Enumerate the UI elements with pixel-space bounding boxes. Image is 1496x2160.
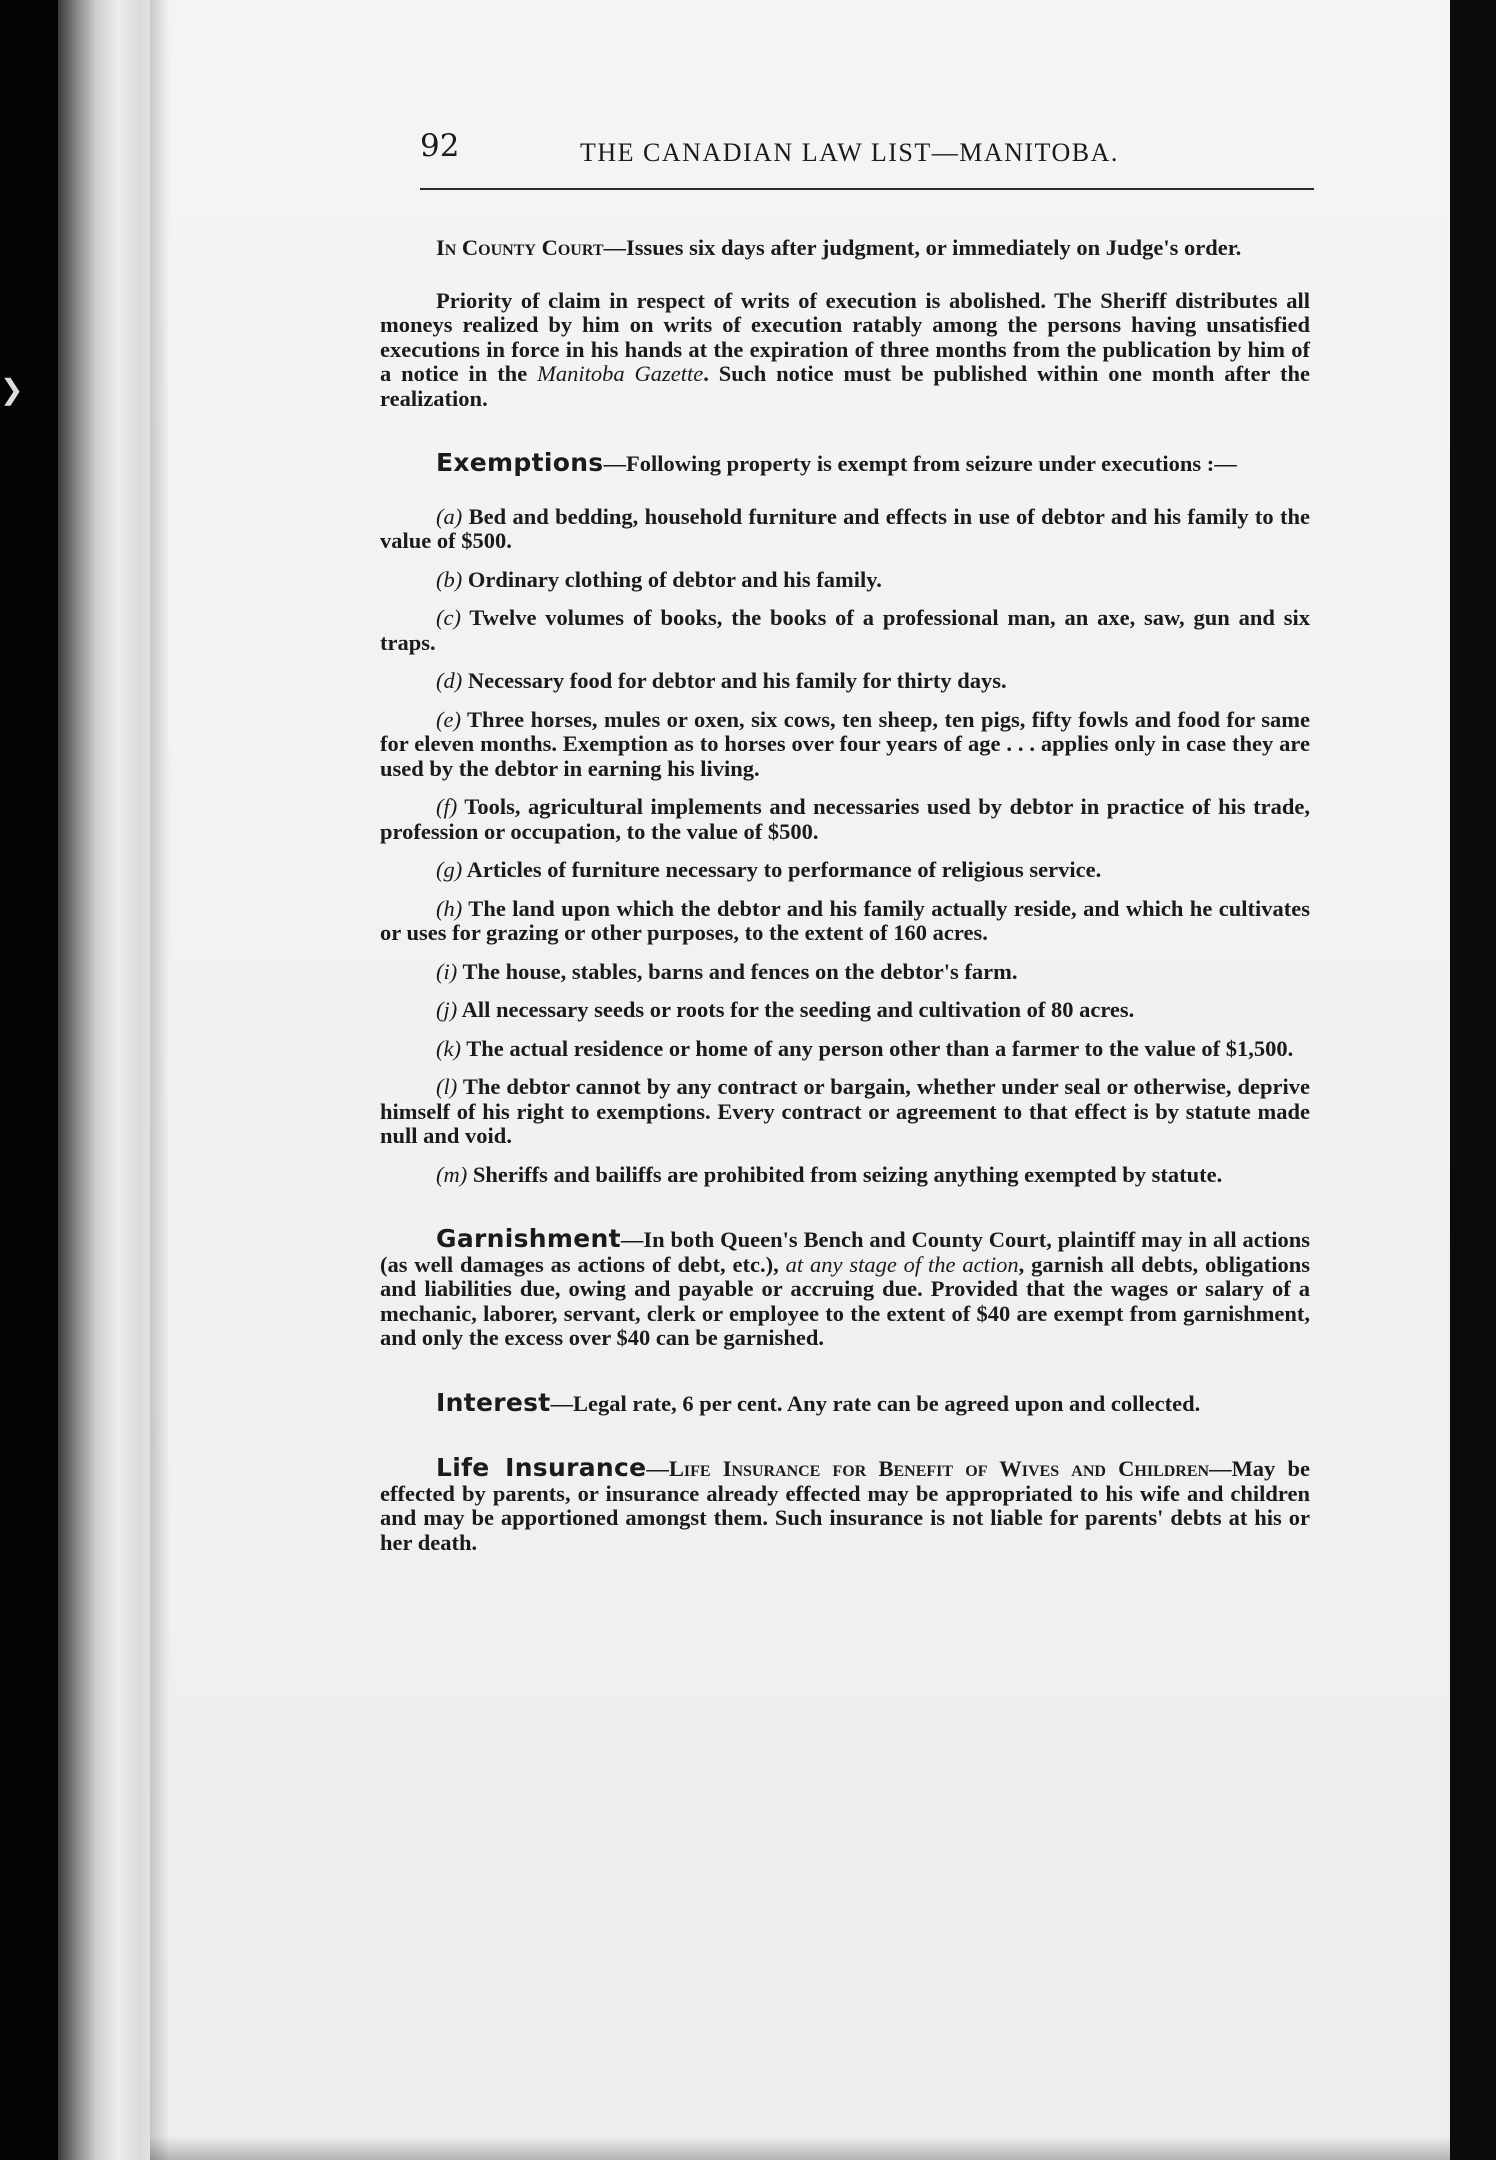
gutter-shadow xyxy=(150,0,170,2160)
exemption-item: (g) Articles of furniture necessary to performance of religious service. xyxy=(436,857,1102,882)
exemption-item: (d) Necessary food for debtor and his family for thirty days. xyxy=(436,668,1007,693)
interest-heading: Interest xyxy=(436,1387,551,1417)
life-insurance-heading: Life Insurance xyxy=(436,1453,647,1482)
life-insurance-subhead: —Life Insurance for Benefit of Wives and Children xyxy=(646,1456,1210,1481)
county-court-text: —Issues six days after judgment, or immediately on Judge's order. xyxy=(603,235,1242,260)
exemption-item: (l) The debtor cannot by any contract or bargain, whether under seal or otherwise, deprive himself of his right to exemptions. Every contract or agreement to that effect is by statute made null and void. xyxy=(380,1074,1310,1148)
exemption-item: (e) Three horses, mules or oxen, six cows, ten sheep, ten pigs, fifty fowls and food for same for eleven months. Exemption as to horses over four years of age . . . applies only in case they are used by the debtor in earning his living. xyxy=(380,706,1310,781)
exemption-item: (f) Tools, agricultural implements and necessaries used by debtor in practice of his trade, profession or occupation, to the value of $500. xyxy=(380,794,1310,844)
exemptions-intro-text: —Following property is exempt from seizure under executions :— xyxy=(603,451,1237,476)
page-content xyxy=(220,118,1310,1555)
page-number: 92 xyxy=(420,128,460,164)
exemptions-heading: Exemptions xyxy=(436,448,604,477)
garnishment-heading: Garnishment xyxy=(436,1224,621,1253)
bottom-shadow xyxy=(150,2136,1450,2160)
garnishment-text-a: —In both Queen's Bench and County Court, plaintiff may in all actions (as well damages as actions of debt, etc.), xyxy=(380,1227,1310,1277)
exemption-item: (a) Bed and bedding, household furniture and effects in use of debtor and his family to the value of $500. xyxy=(380,503,1310,553)
garnishment-paragraph xyxy=(380,1224,1310,1351)
exemptions-intro xyxy=(380,448,1310,477)
exemption-item: (j) All necessary seeds or roots for the seeding and cultivation of 80 acres. xyxy=(436,997,1135,1022)
county-court-label: In County Court xyxy=(436,235,604,260)
gazette-name: Manitoba Gazette xyxy=(537,361,704,386)
life-insurance-paragraph xyxy=(380,1453,1310,1555)
interest-paragraph xyxy=(380,1387,1310,1417)
exemption-item: (k) The actual residence or home of any person other than a farmer to the value of $1,500. xyxy=(436,1035,1294,1061)
garnishment-italic: at any stage of the action xyxy=(785,1251,1019,1277)
garnishment-text-b: , garnish all debts, obligations and liabilities due, owing and payable or accruing due. Provided that the wages or salary of a mechanic, laborer, servant, clerk or employee to the extent of $40 are exempt from garnishment, and only the excess over $40 can be garnished. xyxy=(380,1251,1310,1350)
exemption-item: (m) Sheriffs and bailiffs are prohibited from seizing anything exempted by statute. xyxy=(436,1161,1223,1187)
life-insurance-text: —May be effected by parents, or insurance already effected may be appropriated to his wife and children and may be apportioned amongst them. Such insurance is not liable for parents' debts at his or her death. xyxy=(380,1456,1310,1555)
running-title: THE CANADIAN LAW LIST—MANITOBA. xyxy=(580,138,1119,167)
header-rule xyxy=(420,188,1314,190)
exemption-item: (b) Ordinary clothing of debtor and his family. xyxy=(436,566,882,592)
exemption-item: (h) The land upon which the debtor and his family actually reside, and which he cultivates or uses for grazing or other purposes, to the extent of 160 acres. xyxy=(380,895,1310,945)
right-margin-dark xyxy=(1450,0,1496,2160)
page-notch-mark: ❯ xyxy=(0,373,24,406)
exemption-item: (i) The house, stables, barns and fences on the debtor's farm. xyxy=(436,958,1018,984)
exemptions-list xyxy=(380,505,1310,1188)
priority-paragraph xyxy=(380,289,1310,412)
county-court-paragraph xyxy=(380,236,1310,261)
priority-text-a: Priority of claim in respect of writs of execution is abolished. The Sheriff distributes all moneys realized by him on writs of execution ratably among the persons having unsatisfied executions in force in his hands at the expiration of three months from the publication by him of a notice in the xyxy=(380,287,1310,386)
exemption-item: (c) Twelve volumes of books, the books of a professional man, an axe, saw, gun and six traps. xyxy=(380,605,1310,655)
priority-text-b: . Such notice must be published within one month after the realization. xyxy=(380,361,1310,411)
body-text xyxy=(380,236,1310,1555)
page-header xyxy=(220,118,1300,188)
interest-text: —Legal rate, 6 per cent. Any rate can be agreed upon and collected. xyxy=(550,1390,1201,1416)
